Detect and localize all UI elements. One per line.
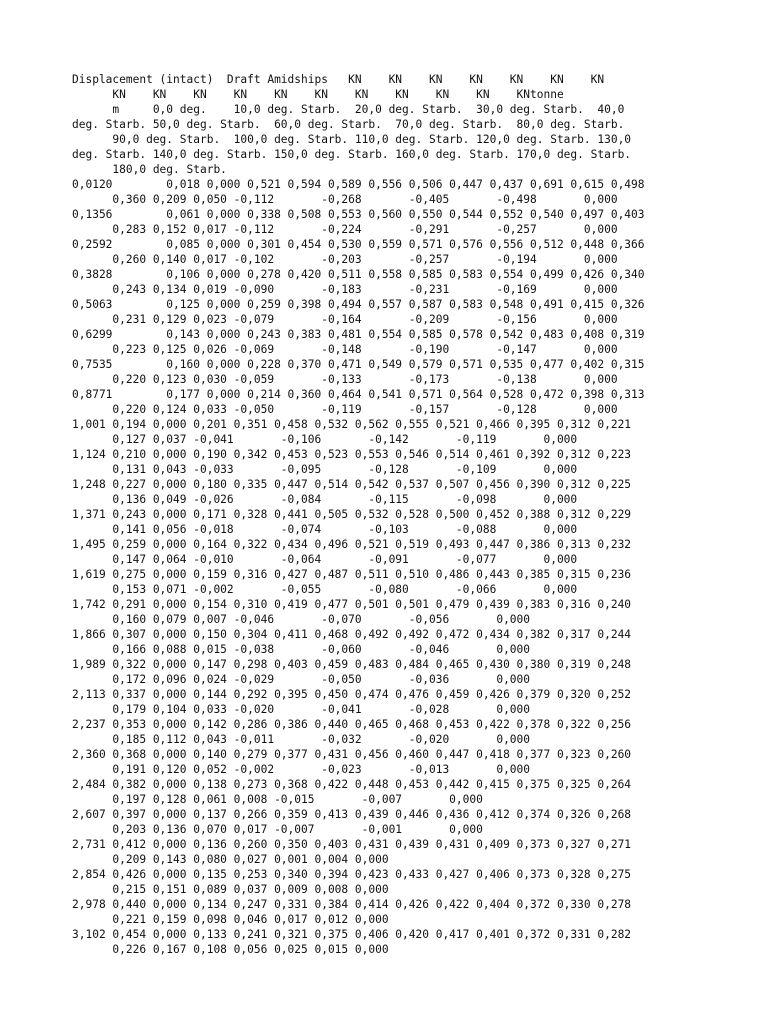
table-row bbox=[72, 477, 712, 507]
table-row-primary-line: 2,731 0,412 0,000 0,136 0,260 0,350 0,403 0,431 0,439 0,431 0,409 0,373 0,327 0,271 bbox=[72, 838, 632, 851]
table-row bbox=[72, 267, 712, 297]
table-row-continuation-line: 0,136 0,049 -0,026 -0,084 -0,115 -0,098 0,000 bbox=[72, 493, 578, 506]
table-row-continuation-line: 0,226 0,167 0,108 0,056 0,025 0,015 0,000 bbox=[72, 943, 389, 956]
table-row-continuation-line: 0,203 0,136 0,070 0,017 -0,007 -0,001 0,000 bbox=[72, 823, 483, 836]
table-row bbox=[72, 747, 712, 777]
table-row-primary-line: 1,989 0,322 0,000 0,147 0,298 0,403 0,459 0,483 0,484 0,465 0,430 0,380 0,319 0,248 bbox=[72, 658, 632, 671]
table-row bbox=[72, 357, 712, 387]
table-row-continuation-line: 0,197 0,128 0,061 0,008 -0,015 -0,007 0,000 bbox=[72, 793, 483, 806]
table-row-primary-line: 0,2592 0,085 0,000 0,301 0,454 0,530 0,559 0,571 0,576 0,556 0,512 0,448 0,366 bbox=[72, 238, 645, 251]
table-row-continuation-line: 0,220 0,124 0,033 -0,050 -0,119 -0,157 -0,128 0,000 bbox=[72, 403, 618, 416]
header-line-1: Displacement (intact) Draft Amidships KN KN KN KN KN KN KN bbox=[72, 73, 605, 86]
table-row-continuation-line: 0,179 0,104 0,033 -0,020 -0,041 -0,028 0,000 bbox=[72, 703, 531, 716]
table-row-primary-line: 1,001 0,194 0,000 0,201 0,351 0,458 0,532 0,562 0,555 0,521 0,466 0,395 0,312 0,221 bbox=[72, 418, 632, 431]
table-row bbox=[72, 297, 712, 327]
table-row bbox=[72, 327, 712, 357]
table-row bbox=[72, 237, 712, 267]
table-row-primary-line: 0,3828 0,106 0,000 0,278 0,420 0,511 0,558 0,585 0,583 0,554 0,499 0,426 0,340 bbox=[72, 268, 645, 281]
table-row bbox=[72, 177, 712, 207]
table-row bbox=[72, 777, 712, 807]
table-row-primary-line: 2,360 0,368 0,000 0,140 0,279 0,377 0,431 0,456 0,460 0,447 0,418 0,377 0,323 0,260 bbox=[72, 748, 632, 761]
table-row-continuation-line: 0,220 0,123 0,030 -0,059 -0,133 -0,173 -0,138 0,000 bbox=[72, 373, 618, 386]
table-row-primary-line: 1,495 0,259 0,000 0,164 0,322 0,434 0,496 0,521 0,519 0,493 0,447 0,386 0,313 0,232 bbox=[72, 538, 632, 551]
table-row bbox=[72, 537, 712, 567]
table-row bbox=[72, 687, 712, 717]
table-row-continuation-line: 0,360 0,209 0,050 -0,112 -0,268 -0,405 -0,498 0,000 bbox=[72, 193, 618, 206]
table-row-primary-line: 1,124 0,210 0,000 0,190 0,342 0,453 0,523 0,553 0,546 0,514 0,461 0,392 0,312 0,223 bbox=[72, 448, 632, 461]
table-row-primary-line: 2,978 0,440 0,000 0,134 0,247 0,331 0,384 0,414 0,426 0,422 0,404 0,372 0,330 0,278 bbox=[72, 898, 632, 911]
table-row-continuation-line: 0,172 0,096 0,024 -0,029 -0,050 -0,036 0,000 bbox=[72, 673, 531, 686]
table-row-primary-line: 0,8771 0,177 0,000 0,214 0,360 0,464 0,541 0,571 0,564 0,528 0,472 0,398 0,313 bbox=[72, 388, 645, 401]
table-row-continuation-line: 0,243 0,134 0,019 -0,090 -0,183 -0,231 -0,169 0,000 bbox=[72, 283, 618, 296]
table-row bbox=[72, 567, 712, 597]
table-row-continuation-line: 0,223 0,125 0,026 -0,069 -0,148 -0,190 -0,147 0,000 bbox=[72, 343, 618, 356]
table-row bbox=[72, 207, 712, 237]
table-row-continuation-line: 0,127 0,037 -0,041 -0,106 -0,142 -0,119 0,000 bbox=[72, 433, 578, 446]
table-row-primary-line: 0,6299 0,143 0,000 0,243 0,383 0,481 0,554 0,585 0,578 0,542 0,483 0,408 0,319 bbox=[72, 328, 645, 341]
table-row-primary-line: 1,371 0,243 0,000 0,171 0,328 0,441 0,505 0,532 0,528 0,500 0,452 0,388 0,312 0,229 bbox=[72, 508, 632, 521]
table-row bbox=[72, 507, 712, 537]
table-row-continuation-line: 0,153 0,071 -0,002 -0,055 -0,080 -0,066 0,000 bbox=[72, 583, 578, 596]
table-row bbox=[72, 657, 712, 687]
header-line-3: m 0,0 deg. 10,0 deg. Starb. 20,0 deg. Starb. 30,0 deg. Starb. 40,0 bbox=[72, 103, 625, 116]
table-row-primary-line: 2,113 0,337 0,000 0,144 0,292 0,395 0,450 0,474 0,476 0,459 0,426 0,379 0,320 0,252 bbox=[72, 688, 632, 701]
table-row-continuation-line: 0,147 0,064 -0,010 -0,064 -0,091 -0,077 0,000 bbox=[72, 553, 578, 566]
table-row-primary-line: 1,619 0,275 0,000 0,159 0,316 0,427 0,487 0,511 0,510 0,486 0,443 0,385 0,315 0,236 bbox=[72, 568, 632, 581]
table-row bbox=[72, 897, 712, 927]
table-row-continuation-line: 0,260 0,140 0,017 -0,102 -0,203 -0,257 -0,194 0,000 bbox=[72, 253, 618, 266]
table-row-continuation-line: 0,185 0,112 0,043 -0,011 -0,032 -0,020 0,000 bbox=[72, 733, 531, 746]
table-row-continuation-line: 0,191 0,120 0,052 -0,002 -0,023 -0,013 0,000 bbox=[72, 763, 531, 776]
table-row-continuation-line: 0,231 0,129 0,023 -0,079 -0,164 -0,209 -0,156 0,000 bbox=[72, 313, 618, 326]
table-row-primary-line: 2,854 0,426 0,000 0,135 0,253 0,340 0,394 0,423 0,433 0,427 0,406 0,373 0,328 0,275 bbox=[72, 868, 632, 881]
table-row-primary-line: 0,1356 0,061 0,000 0,338 0,508 0,553 0,560 0,550 0,544 0,552 0,540 0,497 0,403 bbox=[72, 208, 645, 221]
table-row-continuation-line: 0,131 0,043 -0,033 -0,095 -0,128 -0,109 0,000 bbox=[72, 463, 578, 476]
table-row bbox=[72, 627, 712, 657]
table-row-primary-line: 0,7535 0,160 0,000 0,228 0,370 0,471 0,549 0,579 0,571 0,535 0,477 0,402 0,315 bbox=[72, 358, 645, 371]
table-row bbox=[72, 417, 712, 447]
document-page bbox=[72, 72, 712, 957]
table-row-primary-line: 2,237 0,353 0,000 0,142 0,286 0,386 0,440 0,465 0,468 0,453 0,422 0,378 0,322 0,256 bbox=[72, 718, 632, 731]
table-row-continuation-line: 0,209 0,143 0,080 0,027 0,001 0,004 0,000 bbox=[72, 853, 389, 866]
table-row-continuation-line: 0,215 0,151 0,089 0,037 0,009 0,008 0,000 bbox=[72, 883, 389, 896]
table-row-primary-line: 3,102 0,454 0,000 0,133 0,241 0,321 0,375 0,406 0,420 0,417 0,401 0,372 0,331 0,282 bbox=[72, 928, 632, 941]
table-row bbox=[72, 597, 712, 627]
table-header bbox=[72, 72, 712, 177]
table-body bbox=[72, 177, 712, 957]
header-line-7: 180,0 deg. Starb. bbox=[72, 163, 227, 176]
table-row-primary-line: 0,5063 0,125 0,000 0,259 0,398 0,494 0,557 0,587 0,583 0,548 0,491 0,415 0,326 bbox=[72, 298, 645, 311]
table-row-primary-line: 1,742 0,291 0,000 0,154 0,310 0,419 0,477 0,501 0,501 0,479 0,439 0,383 0,316 0,240 bbox=[72, 598, 632, 611]
table-row-continuation-line: 0,166 0,088 0,015 -0,038 -0,060 -0,046 0,000 bbox=[72, 643, 531, 656]
table-row-primary-line: 1,248 0,227 0,000 0,180 0,335 0,447 0,514 0,542 0,537 0,507 0,456 0,390 0,312 0,225 bbox=[72, 478, 632, 491]
header-line-4: deg. Starb. 50,0 deg. Starb. 60,0 deg. Starb. 70,0 deg. Starb. 80,0 deg. Starb. bbox=[72, 118, 625, 131]
table-row-primary-line: 2,607 0,397 0,000 0,137 0,266 0,359 0,413 0,439 0,446 0,436 0,412 0,374 0,326 0,268 bbox=[72, 808, 632, 821]
table-row bbox=[72, 807, 712, 837]
table-row bbox=[72, 867, 712, 897]
table-row bbox=[72, 837, 712, 867]
table-row-primary-line: 2,484 0,382 0,000 0,138 0,273 0,368 0,422 0,448 0,453 0,442 0,415 0,375 0,325 0,264 bbox=[72, 778, 632, 791]
table-row-continuation-line: 0,141 0,056 -0,018 -0,074 -0,103 -0,088 0,000 bbox=[72, 523, 578, 536]
table-row-continuation-line: 0,160 0,079 0,007 -0,046 -0,070 -0,056 0,000 bbox=[72, 613, 531, 626]
table-row-primary-line: 0,0120 0,018 0,000 0,521 0,594 0,589 0,556 0,506 0,447 0,437 0,691 0,615 0,498 bbox=[72, 178, 645, 191]
table-row bbox=[72, 927, 712, 957]
table-row bbox=[72, 447, 712, 477]
header-line-2: KN KN KN KN KN KN KN KN KN KN KNtonne bbox=[72, 88, 564, 101]
table-row-continuation-line: 0,221 0,159 0,098 0,046 0,017 0,012 0,000 bbox=[72, 913, 389, 926]
table-row bbox=[72, 717, 712, 747]
table-row-continuation-line: 0,283 0,152 0,017 -0,112 -0,224 -0,291 -0,257 0,000 bbox=[72, 223, 618, 236]
header-line-5: 90,0 deg. Starb. 100,0 deg. Starb. 110,0 deg. Starb. 120,0 deg. Starb. 130,0 bbox=[72, 133, 632, 146]
table-row-primary-line: 1,866 0,307 0,000 0,150 0,304 0,411 0,468 0,492 0,492 0,472 0,434 0,382 0,317 0,244 bbox=[72, 628, 632, 641]
table-row bbox=[72, 387, 712, 417]
header-line-6: deg. Starb. 140,0 deg. Starb. 150,0 deg. Starb. 160,0 deg. Starb. 170,0 deg. Starb. bbox=[72, 148, 632, 161]
